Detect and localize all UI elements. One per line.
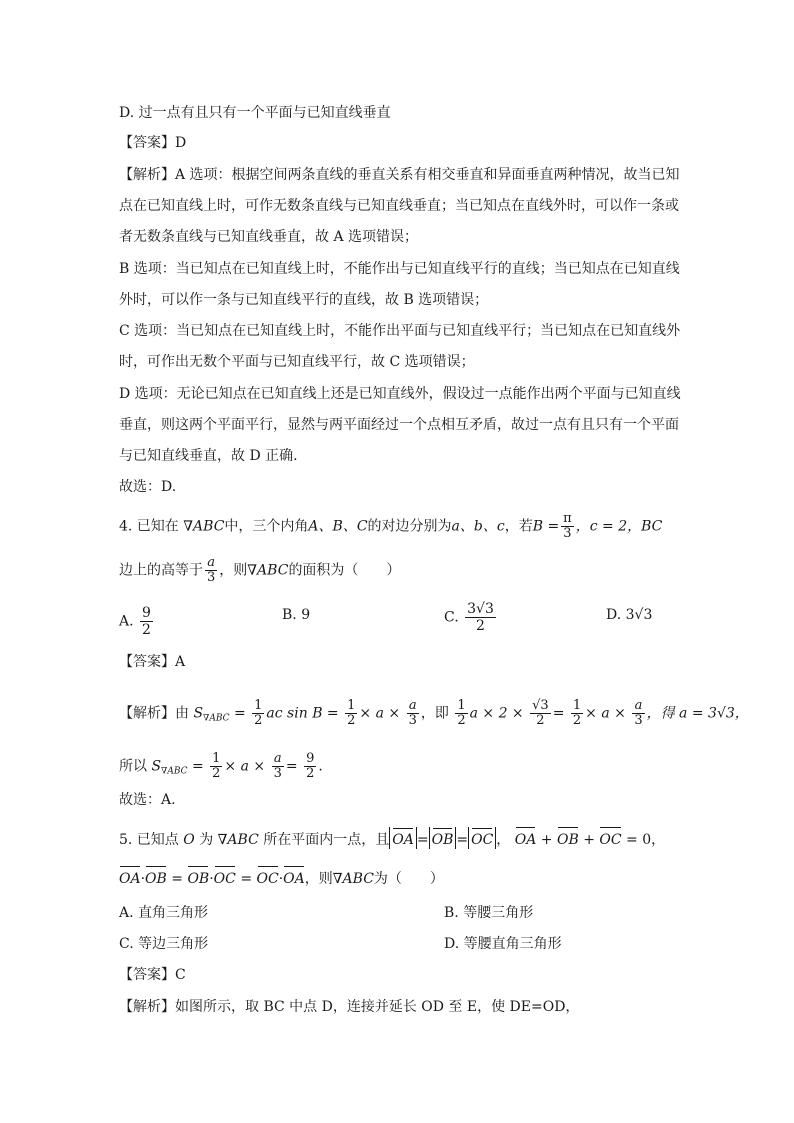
q3-analysis-line-2: 点在已知直线上时，可作无数条直线与已知直线垂直；当已知点在直线外时，可以作一条或 (119, 198, 679, 214)
q4-option-a: A. $\frac{9}{2}$ (119, 605, 151, 638)
q3-analysis-line-1: 【解析】A 选项：根据空间两条直线的垂直关系有相交垂直和异面垂直两种情况，故当已知 (119, 167, 680, 183)
q3-option-d: D. 过一点有且只有一个平面与已知直线垂直 (119, 105, 391, 121)
q4-option-c: C. $\frac{3√3}{2}$ (444, 601, 494, 634)
q4-analysis-line-1: 【解析】由 $S_{\nabla ABC}$ = $\frac{1}{2}$ ac sin B = $\frac{1}{2}$ × a × $\frac{a}{3}$ ，即 $\frac{1}{2}$ a × 2 × $\frac{√3}{2}$ = $\frac{1}{2}$ × a × $\frac{a}{3}$ ，得 a = 3√3， (119, 698, 749, 728)
q3-b-line-1: B 选项：当已知点在已知直线上时，不能作出与已知直线平行的直线；当已知点在已知直线 (119, 261, 680, 277)
q5-analysis: 【解析】如图所示，取 BC 中点 D，连接并延长 OD 至 E，使 DE=OD， (119, 999, 580, 1015)
q3-analysis-line-3: 者无数条直线与已知直线垂直，故 A 选项错误； (119, 229, 419, 245)
q4-stem-line-1: 4. 已知在 ∇ABC中，三个内角A、B、C的对边分别为a、b、c，若B = $\frac{\pi}{3}$ ，c = 2，BC (119, 511, 663, 541)
q5-option-a: A. 直角三角形 (119, 905, 209, 921)
q3-b-line-2: 外时，可以作一条与已知直线平行的直线，故 B 选项错误； (119, 292, 489, 308)
q4-choose: 故选：A. (119, 792, 176, 808)
q4-stem-line-2: 边上的高等于 $\frac{a}{3}$ ，则∇ABC的面积为（ ） (119, 555, 401, 585)
q4-option-b: B. 9 (282, 607, 311, 623)
q4-answer: 【答案】A (119, 654, 186, 670)
q3-d-line-3: 与已知直线垂直，故 D 正确. (119, 448, 298, 464)
q4-analysis-line-2: 所以 $S_{\nabla ABC}$ = $\frac{1}{2}$ × a × $\frac{a}{3}$ = $\frac{9}{2}$ . (119, 751, 323, 781)
q3-d-line-1: D 选项：无论已知点在已知直线上还是已知直线外，假设过一点能作出两个平面与已知直线 (119, 386, 681, 402)
fraction-a-over-3: $\frac{a}{3}$ (207, 555, 216, 585)
q3-d-line-2: 垂直，则这两个平面平行，显然与两平面经过一个点相互矛盾，故过一点有且只有一个平面 (119, 417, 679, 433)
q5-option-c: C. 等边三角形 (119, 936, 209, 952)
q3-answer: 【答案】D (119, 135, 187, 151)
q5-option-b: B. 等腰三角形 (444, 905, 534, 921)
q3-c-line-2: 时，可作出无数个平面与已知直线平行，故 C 选项错误； (119, 354, 475, 370)
q3-c-line-1: C 选项：当已知点在已知直线上时，不能作出平面与已知直线平行；当已知点在已知直线外 (119, 323, 681, 339)
q5-stem-line-2: OA·OB = OB·OC = OC·OA，则∇ABC为（ ） (119, 865, 444, 889)
fraction-pi-over-3: $\frac{\pi}{3}$ (563, 511, 572, 541)
q4-option-d: D. 3√3 (606, 607, 653, 623)
q5-answer: 【答案】C (119, 967, 186, 983)
q5-stem-line-1: 5. 已知点 O 为 ∇ABC 所在平面内一点，且 OA = OB = OC ， OA + OB + OC = 0， (119, 826, 665, 850)
q3-choose: 故选：D. (119, 479, 177, 495)
q5-option-d: D. 等腰直角三角形 (444, 936, 562, 952)
